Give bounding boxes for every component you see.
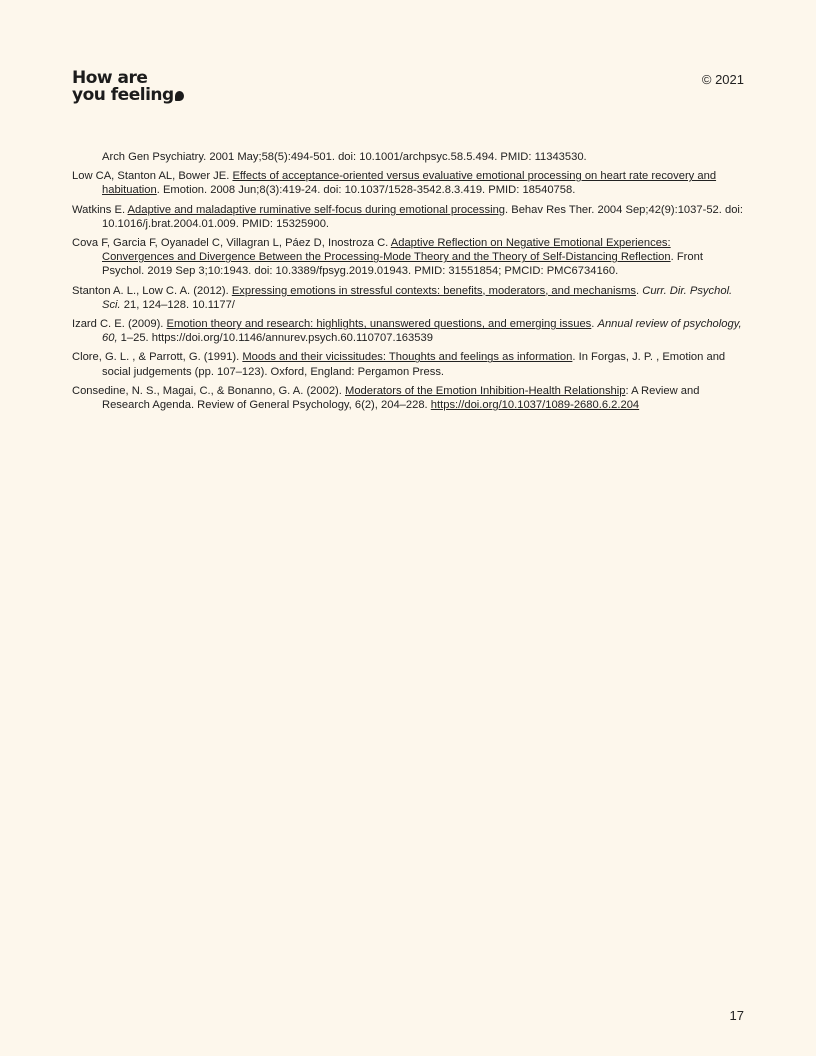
reference-link[interactable]: Emotion theory and research: highlights, unanswered questions, and emerging issues <box>166 318 592 331</box>
reference-item <box>72 317 744 345</box>
reference-link[interactable]: Adaptive Reflection on Negative Emotional Experiences: Convergences and Divergence Between the Processing-Mode Theory and the Theory of Self-Distancing Reflection <box>102 237 671 264</box>
reference-journal: Curr. Dir. Psychol. Sci. <box>102 284 733 311</box>
reference-source: . Emotion. 2008 Jun;8(3):419-24. doi: 10.1037/1528-3542.8.3.419. PMID: 18540758. <box>156 184 576 197</box>
logo-line-2-text: you feeling <box>72 85 174 105</box>
reference-item <box>72 150 744 164</box>
reference-link[interactable]: Effects of acceptance-oriented versus evaluative emotional processing on heart rate recovery and habituation <box>102 170 717 197</box>
reference-authors: Clore, G. L. , & Parrott, G. (1991). <box>72 351 243 364</box>
logo-line-1: How are <box>72 68 148 88</box>
reference-source: . Front Psychol. 2019 Sep 3;10:1943. doi: 10.3389/fpsyg.2019.01943. PMID: 31551854; PMCID: PMC6734160. <box>102 251 703 278</box>
reference-item <box>72 384 744 412</box>
reference-item <box>72 169 744 197</box>
reference-details: 21, 124–128. 10.1177/ <box>120 298 235 311</box>
reference-list <box>72 150 744 417</box>
reference-item <box>72 350 744 378</box>
speech-bubble-icon <box>175 91 184 101</box>
copyright-notice: © 2021 <box>701 72 744 87</box>
reference-authors: Consedine, N. S., Magai, C., & Bonanno, G. A. (2002). <box>72 384 345 397</box>
reference-link[interactable]: Expressing emotions in stressful contexts: benefits, moderators, and mechanisms <box>231 284 637 297</box>
reference-source: . <box>591 318 598 331</box>
logo <box>72 70 184 104</box>
reference-authors: Low CA, Stanton AL, Bower JE. <box>72 170 233 183</box>
page-number: 17 <box>729 1008 744 1023</box>
reference-link[interactable]: Moods and their vicissitudes: Thoughts and feelings as information <box>242 351 573 364</box>
reference-text: Arch Gen Psychiatry. 2001 May;58(5):494-501. doi: 10.1001/archpsyc.58.5.494. PMID: 11343530. <box>102 151 587 163</box>
reference-authors: Izard C. E. (2009). <box>72 318 167 331</box>
reference-source: . Behav Res Ther. 2004 Sep;42(9):1037-52. doi: 10.1016/j.brat.2004.01.009. PMID: 15325900. <box>102 203 744 230</box>
reference-authors: Watkins E. <box>72 203 128 216</box>
logo-line-2 <box>72 87 184 104</box>
reference-authors: Stanton A. L., Low C. A. (2012). <box>72 284 232 297</box>
reference-journal: Annual review of psychology, 60, <box>102 318 742 345</box>
doi-link[interactable]: https://doi.org/10.1037/1089-2680.6.2.204 <box>430 399 640 412</box>
reference-link[interactable]: Moderators of the Emotion Inhibition-Health Relationship <box>345 384 626 397</box>
reference-item <box>72 236 744 279</box>
reference-source: . <box>636 284 643 297</box>
reference-details: 1–25. https://doi.org/10.1146/annurev.psych.60.110707.163539 <box>117 332 433 345</box>
reference-item <box>72 284 744 312</box>
reference-authors: Cova F, Garcia F, Oyanadel C, Villagran L, Páez D, Inostroza C. <box>72 237 391 250</box>
reference-link[interactable]: Adaptive and maladaptive ruminative self-focus during emotional processing <box>127 203 506 216</box>
reference-source: . In Forgas, J. P. , Emotion and social judgements (pp. 107–123). Oxford, England: Pergamon Press. <box>102 351 726 378</box>
reference-source: : A Review and Research Agenda. Review of General Psychology, 6(2), 204–228. <box>102 384 700 412</box>
reference-item <box>72 203 744 231</box>
